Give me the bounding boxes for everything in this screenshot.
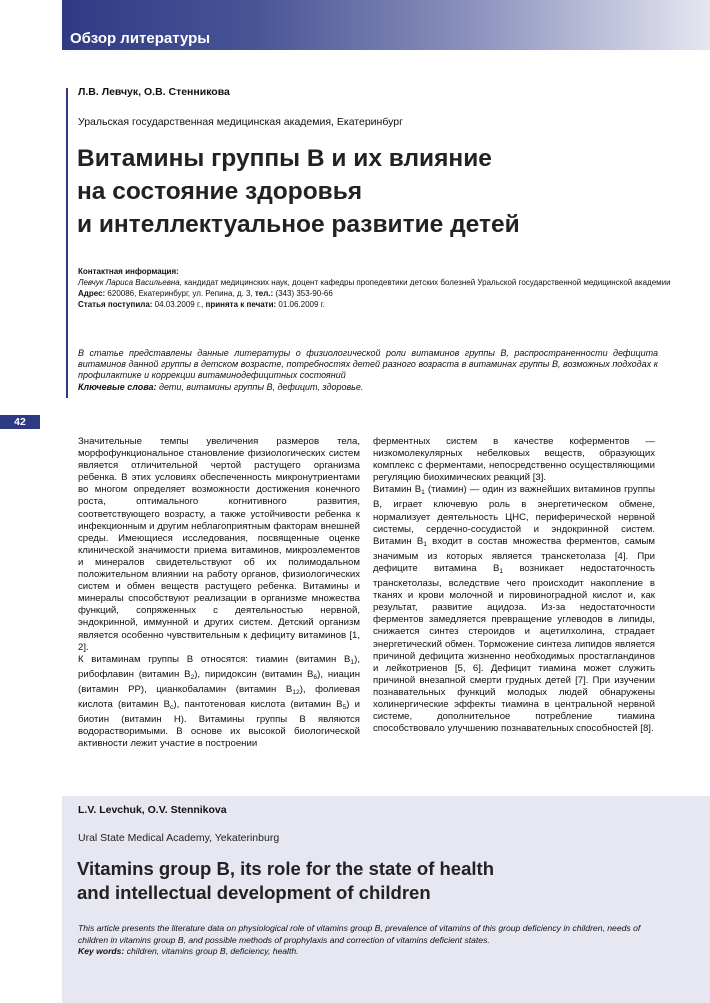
keywords-en: children, vitamins group B, deficiency, health.	[124, 946, 299, 956]
section-header-band	[62, 0, 710, 50]
keywords-ru: дети, витамины группы В, дефицит, здоровье.	[156, 381, 364, 392]
phone-label: тел.:	[254, 289, 274, 298]
accepted-label: принята к печати:	[205, 300, 277, 309]
contact-person-desc: кандидат медицинских наук, доцент кафедры пропедевтики детских болезней Уральской государственной медицинской академии	[181, 278, 671, 287]
title-line: и интеллектуальное развитие детей	[77, 211, 520, 238]
phone-value: (343) 353-90-66	[273, 289, 333, 298]
address-value: 620086, Екатеринбург, ул. Репина, д. 3,	[105, 289, 255, 298]
body-paragraph: ферментных систем в качестве коферментов — низкомолекулярных небелковых веществ, образующих комплекс с ферментами, непосредственно осуществляющими регуляцию биохимических реакций [3].	[373, 436, 655, 484]
contact-info	[78, 266, 678, 310]
contact-person: Левчук Лариса Васильевна,	[78, 278, 182, 287]
authors-en: L.V. Levchuk, O.V. Stennikova	[78, 804, 227, 816]
title-line: Vitamins group B, its role for the state of health	[77, 858, 494, 879]
abstract-en-text: This article presents the literature data on physiological role of vitamins group B, prevalence of vitamins of this group deficiency in children, needs of children in vitamins group B, and possible methods of prophylaxis and correction of vitamins deficient states.	[78, 923, 641, 945]
keywords-label-ru: Ключевые слова:	[78, 381, 157, 392]
section-title: Обзор литературы	[70, 30, 211, 47]
keywords-label-en: Key words:	[78, 946, 125, 956]
article-title-ru	[77, 142, 677, 241]
received-date: 04.03.2009 г.,	[152, 300, 206, 309]
affiliation-en: Ural State Medical Academy, Yekaterinburg	[78, 832, 280, 844]
title-line: Витамины группы В и их влияние	[77, 145, 492, 172]
title-line: and intellectual development of children	[77, 882, 431, 903]
abstract-ru-text: В статье представлены данные литературы о физиологической роли витаминов группы В, распространенности дефицита витаминов данной группы в детском возрасте, потребностях детей разного возраста в витаминах группы В, возможных подходах к профилактике и коррекции витаминодефицитных состояний	[78, 348, 658, 381]
body-paragraph: Значительные темпы увеличения размеров тела, морфофункциональное становление физиологических систем является отличительной чертой растущего организма ребенка. В этих условиях обеспеченность микронутриентами во многом определяет возможности достижения конечного роста, оптимального когнитивного развития, соответствующего возрасту, а также устойчивости ребенка к инфекционным и другим неблагоприятным факторам внешней среды. Имеющиеся исследования, посвященные оценке клинической значимости приема витаминов, микроэлементов и минералов свидетельствуют об их полимодальном положительном влиянии на работу органов, физиологических систем и обмен веществ растущего ребенка. Витамины и минералы способствуют реализации в организме множества функций, сопряженных с деятельностью нервной, эндокринной, иммунной и других систем. Детский организм является особенно чувствительным к дефициту витаминов [1, 2].	[78, 436, 360, 653]
title-line: на состояние здоровья	[77, 178, 363, 205]
address-label: Адрес:	[78, 289, 106, 298]
body-column-right	[373, 436, 655, 735]
authors-ru: Л.В. Левчук, О.В. Стенникова	[78, 86, 230, 98]
body-paragraph: Витамин $B_1$ (тиамин) — один из важнейших витаминов группы В, играет ключевую роль в энергетическом обмене, нормализует деятельность ЦНС, периферической нервной системы, сердечно-сосудистой и эндокринной систем. Витамин $B_1$ входит в состав множества ферментов, самым значимым из которых является транскетолаза [4]. При дефиците витамина $B_1$ возникает недостаточность транскетолазы, вследствие чего происходит накопление в тканях и крови молочной и пировиноградной кислот и, как результат, развитие ацидоза. Из-за недостаточности ферментов замедляется превращение углеводов в липиды, снижается синтез стероидов и ацетилхолина, страдает энергетический обмен. Торможение синтеза липидов является причиной дефицита жизненно необходимых простагландинов и лейкотриенов [5, 6]. Дефицит тиамина может служить причиной внезапной смерти грудных детей [7]. При изучении познавательных функций молодых людей обнаружены холинергические эффекты тиамина в центральной нервной системе, дополнительное потребление тиамина способствовало улучшению познавательных способностей [8].	[373, 484, 655, 735]
vertical-accent-rule	[66, 88, 68, 398]
accepted-date: 01.06.2009 г.	[276, 300, 325, 309]
contact-heading: Контактная информация:	[78, 267, 179, 276]
received-label: Статья поступила:	[78, 300, 153, 309]
article-title-en	[77, 857, 677, 905]
affiliation-ru: Уральская государственная медицинская академия, Екатеринбург	[78, 116, 403, 128]
page-number-badge: 42	[0, 415, 40, 429]
body-column-left	[78, 436, 360, 750]
abstract-en	[78, 923, 658, 958]
body-paragraph: К витаминам группы В относятся: тиамин (витамин $B_1$), рибофлавин (витамин $B_2$), пиридоксин (витамин $B_6$), ниацин (витамин PP), цианкобаламин (витамин $B_{12}$), фолиевая кислота (витамин $B_c$), пантотеновая кислота (витамин $B_5$) и биотин (витамин H). Витамины группы В являются водорастворимыми. В основе их высокой биологической активности лежит участие в построении	[78, 653, 360, 750]
abstract-ru	[78, 348, 658, 393]
